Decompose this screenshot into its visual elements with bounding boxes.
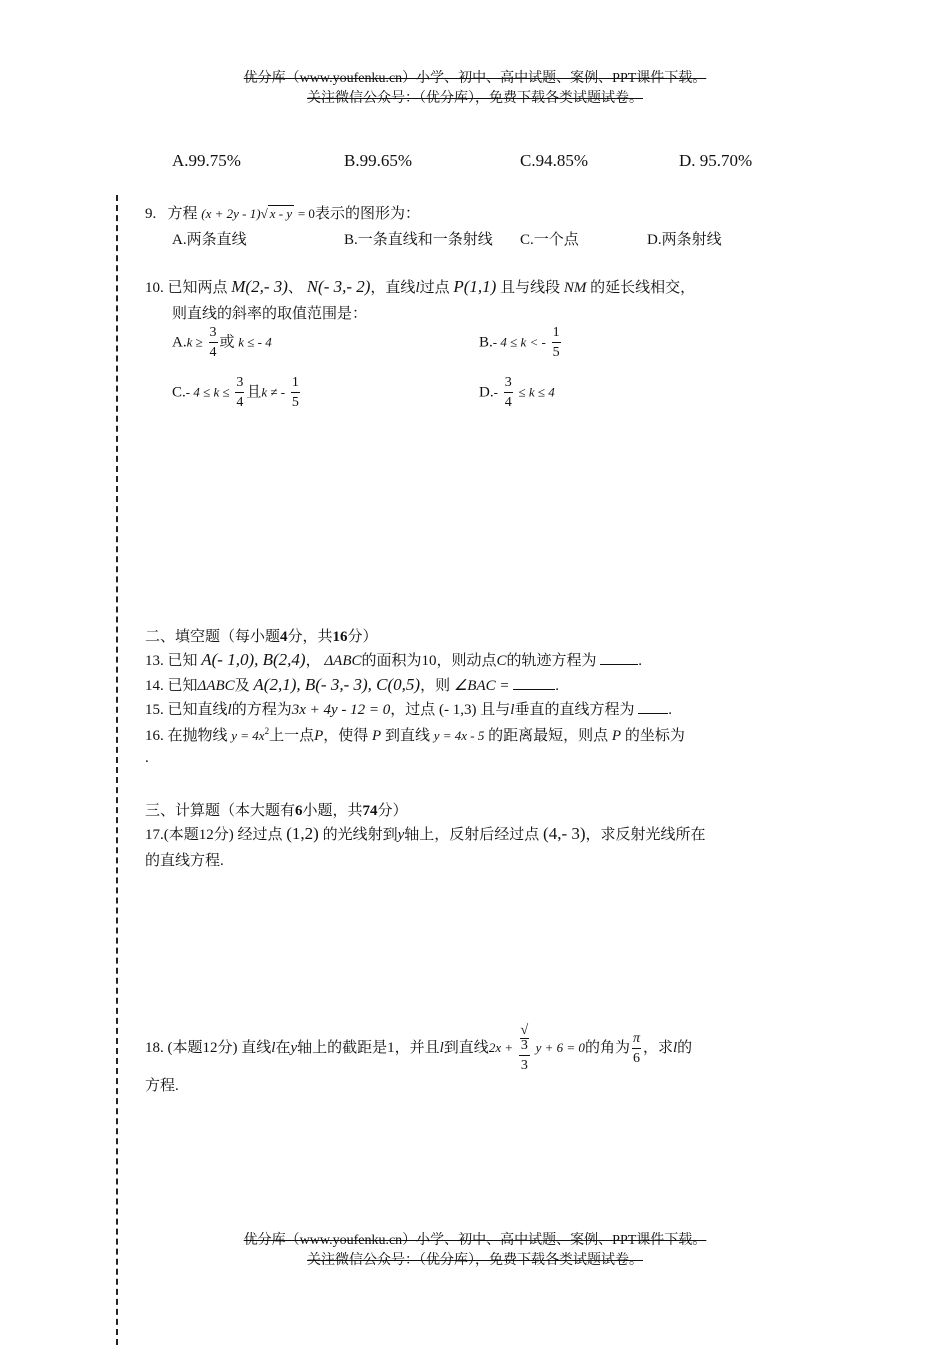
q9-option-d: D.两条射线 — [647, 232, 722, 248]
q18: 18. (本题12分) 直线l在y轴上的截距是1，并且l到直线2x + √ 3 3 y + 6 = 0的角为 $\frac{\pi}{6}$ ，求l的 — [145, 1023, 693, 1073]
q10-option-d: D.- $\frac{3}{4}$ ≤ k ≤ 4 — [479, 375, 555, 410]
q10-option-a: A.k ≥ $\frac{3}{4}$ 或 k ≤ - 4 — [172, 325, 272, 360]
q9-option-c: C.一个点 — [520, 232, 579, 248]
q15: 15. 已知直线l的方程为3x + 4y - 12 = 0，过点 (- 1,3) 且与l垂直的直线方程为 . — [145, 702, 672, 718]
header-banner-line2: 关注微信公众号：（优分库），免费下载各类试题试卷。 — [307, 91, 643, 106]
binding-margin-line — [116, 195, 118, 1345]
q16: 16. 在抛物线 $y = 4x^2$上一点P，使得 P 到直线 y = 4x - 5 的距离最短，则点 P 的坐标为 — [145, 726, 685, 744]
header-banner-line1: 优分库（www.youfenku.cn）小学、初中、高中试题、案例、PPT课件下载。 — [243, 71, 707, 86]
q16-line2: . — [145, 750, 149, 766]
q10-stem: 10. 已知两点 M(2,- 3)、 N(- 3,- 2)，直线l过点 P(1,1) 且与线段 NM 的延长线相交， — [145, 277, 696, 296]
q10-stem-line2: 则直线的斜率的取值范围是： — [172, 306, 368, 322]
q18-line2: 方程. — [145, 1078, 179, 1094]
q8-option-b: B.99.65% — [344, 151, 413, 170]
q9-option-a: A.两条直线 — [172, 232, 247, 248]
q8-option-a: A.99.75% — [172, 151, 241, 170]
q9-option-b: B.一条直线和一条射线 — [344, 232, 493, 248]
q17-line2: 的直线方程. — [145, 853, 224, 869]
q10-option-c: C.- 4 ≤ k ≤ $\frac{3}{4}$ 且k ≠ - $\frac{1}{5}$ — [172, 375, 299, 410]
footer-banner-line1: 优分库（www.youfenku.cn）小学、初中、高中试题、案例、PPT课件下载。 — [243, 1233, 707, 1248]
q17: 17.(本题12分) 经过点 (1,2) 的光线射到y轴上，反射后经过点 (4,- 3)，求反射光线所在 — [145, 824, 706, 843]
q8-option-d: D. 95.70% — [679, 151, 753, 170]
q10-option-b: B.- 4 ≤ k < - $\frac{1}{5}$ — [479, 325, 560, 360]
footer-banner-line2: 关注微信公众号：（优分库），免费下载各类试题试卷。 — [307, 1253, 643, 1268]
q8-option-c: C.94.85% — [520, 151, 589, 170]
q13: 13. 已知 A(- 1,0), B(2,4)， ΔABC的面积为10，则动点C的轨迹方程为 . — [145, 650, 643, 669]
section3-heading: 三、计算题（本大题有6小题，共74分） — [145, 803, 408, 819]
q14: 14. 已知ΔABC及 A(2,1), B(- 3,- 3), C(0,5)，则 ∠BAC = . — [145, 675, 559, 694]
section2-heading: 二、填空题（每小题4分，共16分） — [145, 629, 378, 645]
q9-stem: 9. 方程 (x + 2y - 1)√ x - y = 0表示的图形为： — [145, 206, 420, 222]
